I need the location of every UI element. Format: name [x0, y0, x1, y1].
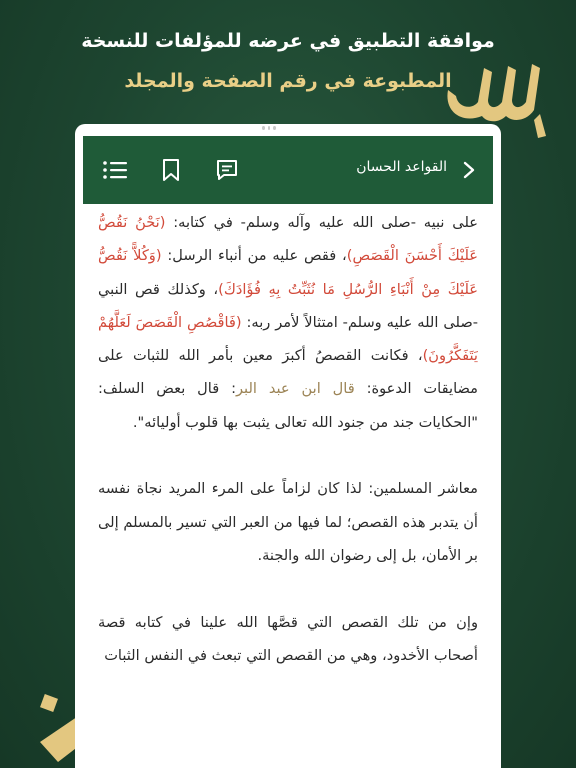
- text-segment: : قال بعض السلف: "الحكايات جند من جنود الله تعالى يثبت بها قلوب أوليائه".: [98, 380, 478, 431]
- quran-quote[interactable]: (نَحْنُ نَقُصُّ عَلَيْكَ أَحْسَنَ الْقَصَصِ): [98, 214, 478, 265]
- promo-subheadline: المطبوعة في رقم الصفحة والمجلد: [124, 70, 452, 92]
- paragraph-2: معاشر المسلمين: لذا كان لزاماً على المرء المريد نجاة نفسه أن يتدبر هذه القصص؛ لما فيها من العبر التي تسير بالمسلم إلى بر الأمان، بل إلى رضوان الله والجنة.: [98, 480, 478, 564]
- notes-icon[interactable]: [213, 156, 241, 184]
- text-segment: على نبيه -صلى الله عليه وآله وسلم- في كتابه:: [165, 214, 478, 231]
- quran-quote[interactable]: (فَاقْصُصِ الْقَصَصَ لَعَلَّهُمْ يَتَفَكَّرُونَ): [98, 313, 478, 365]
- promo-headline: موافقة التطبيق في عرضه للمؤلفات للنسخة: [81, 30, 495, 52]
- chevron-right-icon[interactable]: [457, 157, 481, 183]
- bookmark-icon[interactable]: [157, 156, 185, 184]
- book-title: القواعد الحسان: [356, 159, 447, 175]
- reader-toolbar: [83, 136, 493, 204]
- list-icon[interactable]: [101, 156, 129, 184]
- text-segment: ، فكانت القصصُ أكبرَ معين بأمر الله للثبات على مضايقات الدعوة:: [98, 347, 478, 398]
- paragraph-1: [98, 206, 478, 439]
- text-segment: ، وكذلك قص النبي -صلى الله عليه وسلم- امتثالاً لأمر ربه:: [98, 280, 478, 331]
- paragraph-3: وإن من تلك القصص التي قصَّها الله علينا في كتابه قصة أصحاب الأخدود، وهي من القصص التي تبعث في النفس الثبات: [98, 613, 478, 664]
- text-segment: ، فقص عليه من أنباء الرسل:: [161, 247, 347, 265]
- reference-link[interactable]: قال ابن عبد البر: [236, 380, 355, 398]
- drag-handle[interactable]: [262, 126, 276, 131]
- reader-content: [98, 206, 478, 768]
- quran-quote[interactable]: (وَكُلاًّ نَقُصُّ عَلَيْكَ مِنْ أَنْبَاءِ الرُّسُلِ مَا نُثَبِّتُ بِهِ فُؤَادَكَ): [98, 247, 478, 298]
